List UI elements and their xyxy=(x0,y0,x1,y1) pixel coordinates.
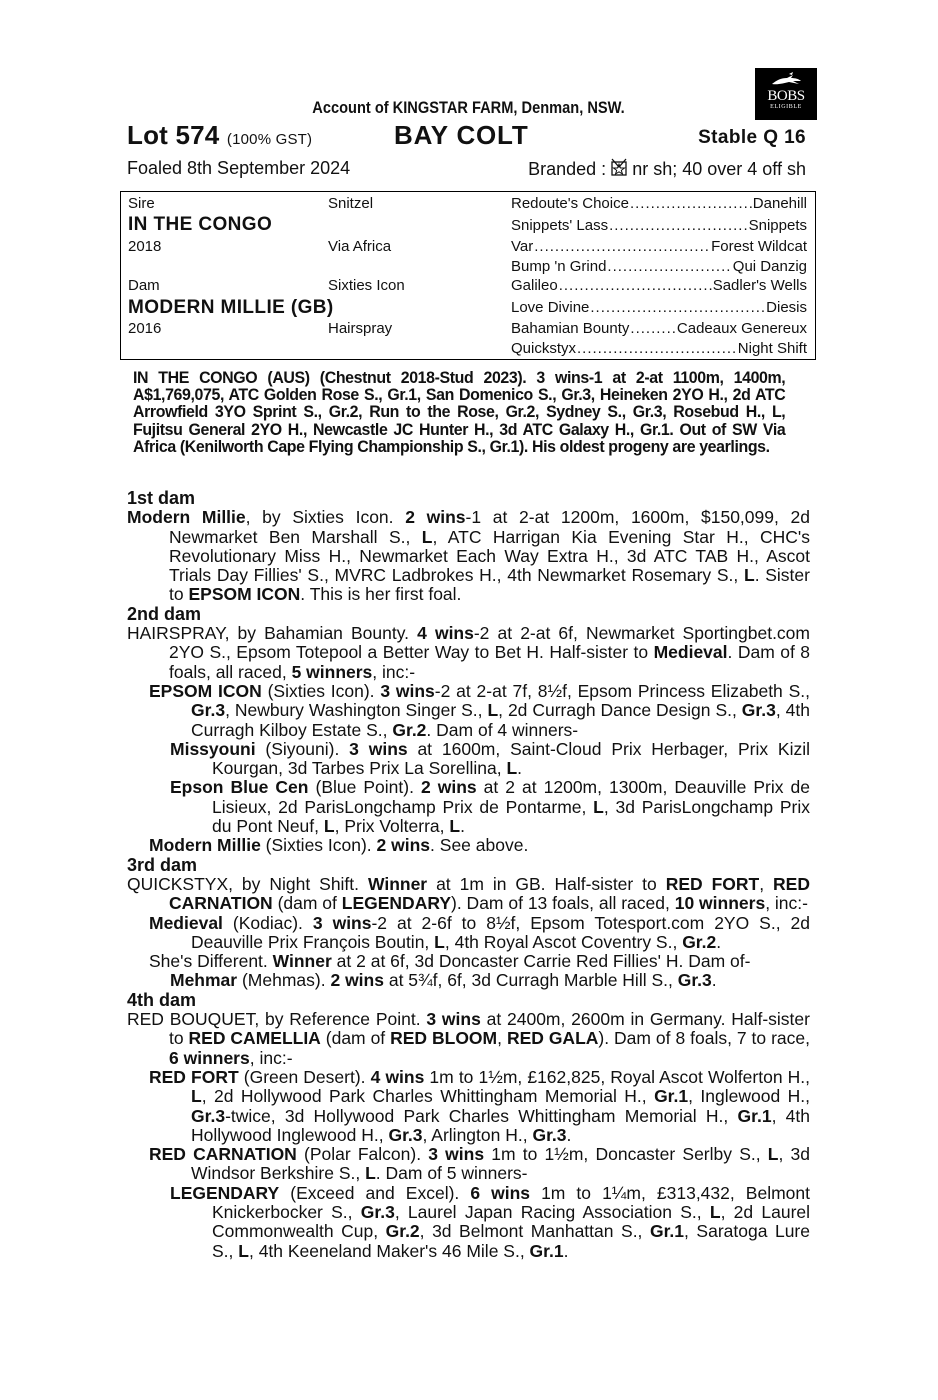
section-entries xyxy=(127,624,810,856)
gen3-row xyxy=(511,238,807,255)
lot-label: Lot 574 xyxy=(127,120,220,150)
leader-dots xyxy=(559,277,712,294)
family-entry: HAIRSPRAY, by Bahamian Bounty. 4 wins-2 at 2-at 6f, Newmarket Sportingbet.com 2YO S., Epsom Totepool a Better Way to Bet H. Half-sister to Medieval. Dam of 8 foals, all raced, 5 winners, inc:- xyxy=(127,623,810,682)
gen3-sire: Danehill xyxy=(752,195,807,212)
female-family xyxy=(127,489,810,1261)
lot-number xyxy=(127,120,312,151)
dam-sire: Sixties Icon xyxy=(328,277,405,294)
sire-sire: Snitzel xyxy=(328,195,374,212)
gen3-horse: Bahamian Bounty xyxy=(511,320,630,337)
gen3-sire: Diesis xyxy=(766,299,807,316)
gen3-sire: Forest Wildcat xyxy=(711,238,807,255)
leader-dots xyxy=(607,258,731,275)
gen3-horse: Redoute's Choice xyxy=(511,195,629,212)
gen3-sire: Sadler's Wells xyxy=(712,277,807,294)
leader-dots xyxy=(590,299,765,316)
gen3-row xyxy=(511,320,807,337)
family-entry: Medieval (Kodiac). 3 wins-2 at 2-6f to 8½f, Epsom Totesport.com 2YO S., 2d Deauville Prix François Boutin, L, 4th Royal Ascot Coventry S., Gr.2. xyxy=(149,912,810,952)
family-entry: QUICKSTYX, by Night Shift. Winner at 1m in GB. Half-sister to RED FORT, RED CARNATION (dam of LEGENDARY). Dam of 13 foals, all raced, 10 winners, inc:- xyxy=(127,873,810,914)
family-entry: LEGENDARY (Exceed and Excel). 6 wins 1m to 1¼m, £313,432, Belmont Knickerbocker S., Gr.3, Laurel Japan Racing Association S., L, 2d Laurel Commonwealth Cup, Gr.2, 3d Belmont Manhattan S., Gr.1, Saratoga Lure S., L, 4th Keeneland Maker's 46 Mile S., Gr.1. xyxy=(170,1182,811,1261)
section-entries xyxy=(127,508,810,604)
horse-head-icon xyxy=(769,72,803,88)
section-title: 1st dam xyxy=(127,488,196,508)
gen3-row xyxy=(511,299,807,316)
dam-label: Dam xyxy=(128,277,160,294)
dam-dam: Hairspray xyxy=(328,320,393,337)
family-entry: Modern Millie (Sixties Icon). 2 wins. See above. xyxy=(149,835,529,856)
gen3-sire: Qui Danzig xyxy=(732,258,807,275)
lot-header xyxy=(127,120,810,152)
family-entry: EPSOM ICON (Sixties Icon). 3 wins-2 at 2-at 7f, 8½f, Epsom Princess Elizabeth S., Gr.3, Newbury Washington Singer S., L, 2d Curragh Dance Design S., Gr.3, 4th Curragh Kilboy Estate S., Gr.2. Dam of 4 winners- xyxy=(149,680,810,740)
section-3rd-dam xyxy=(127,856,810,991)
stable-location: Stable Q 16 xyxy=(698,127,806,148)
gst-note: (100% GST) xyxy=(226,131,313,148)
gen3-horse: Love Divine xyxy=(511,299,590,316)
gen3-horse: Bump 'n Grind xyxy=(511,258,607,275)
family-entry: RED CARNATION (Polar Falcon). 3 wins 1m to 1½m, Doncaster Serlby S., L, 3d Windsor Berkshire S., L. Dam of 5 winners- xyxy=(149,1144,810,1184)
sire-year: 2018 xyxy=(128,238,162,255)
family-entry: She's Different. Winner at 2 at 6f, 3d Doncaster Carrie Red Fillies' H. Dam of- xyxy=(149,951,751,972)
leader-dots xyxy=(630,320,675,337)
foaled-date: Foaled 8th September 2024 xyxy=(127,158,351,178)
gen3-row xyxy=(511,277,807,294)
family-entry: Modern Millie, by Sixties Icon. 2 wins-1 at 2-at 1200m, 1600m, $150,099, 2d Newmarket Ben Marshall S., L, ATC Harrigan Kia Evening Star H., CHC's Revolutionary Miss H., Newmarket Each Way Extra H., 3d ATC TAB H., Ascot Trials Day Fillies' S., MVRC Ladbrokes H., 4th Newmarket Rosemary S., L. Sister to EPSOM ICON. This is her first foal. xyxy=(127,507,811,605)
brand-mark-icon xyxy=(611,158,627,181)
section-2nd-dam xyxy=(127,605,810,856)
sire-dam: Via Africa xyxy=(328,238,392,255)
logo-text: BOBS xyxy=(767,88,805,104)
leader-dots xyxy=(609,217,748,234)
family-entry: Mehmar (Mehmas). 2 wins at 5¾f, 6f, 3d Curragh Marble Hill S., Gr.3. xyxy=(170,970,717,991)
gen3-horse: Var xyxy=(511,238,534,255)
gen3-sire: Snippets xyxy=(748,217,807,234)
section-entries xyxy=(127,875,810,991)
section-title: 3rd dam xyxy=(127,854,198,875)
dam-name: MODERN MILLIE (GB) xyxy=(128,297,334,318)
bobs-eligible-logo xyxy=(755,68,817,120)
gen3-sire: Cadeaux Genereux xyxy=(676,320,807,337)
gen3-row xyxy=(511,217,807,234)
sire-name: IN THE CONGO xyxy=(128,214,273,235)
dam-year: 2016 xyxy=(128,320,162,337)
family-entry: RED FORT (Green Desert). 4 wins 1m to 1½m, £162,825, Royal Ascot Wolferton H., L, 2d Hollywood Park Charles Whittingham Memorial H., Gr.1, Inglewood H., Gr.3-twice, 3d Hollywood Park Charles Whittingham Memorial H., Gr.1, 4th Hollywood Inglewood H., Gr.3, Arlington H., Gr.3. xyxy=(149,1066,810,1145)
family-entry: RED BOUQUET, by Reference Point. 3 wins at 2400m, 2600m in Germany. Half-sister to RED CAMELLIA (dam of RED BLOOM, RED GALA). Dam of 8 foals, 7 to race, 6 winners, inc:- xyxy=(127,1009,810,1068)
sire-summary: IN THE CONGO (AUS) (Chestnut 2018-Stud 2023). 3 wins-1 at 2-at 1100m, 1400m, A$1,769,075, ATC Golden Rose S., Gr.1, San Domenico S., Gr.3, Heineken 2YO H., 2d ATC Arrowfield 3YO Sprint S., Gr.2, Run to the Rose, Gr.2, Sydney S., Gr.3, Rosebud H., L, Fujitsu General 2YO H., Newcastle JC Hunter H., 3d ATC Galaxy H., Gr.1. Out of SW Via Africa (Kenilworth Cape Flying Championship S., Gr.1). His oldest progeny are yearlings. xyxy=(133,369,786,456)
section-title: 2nd dam xyxy=(127,603,202,624)
sire-label: Sire xyxy=(128,195,155,212)
leader-dots xyxy=(630,195,752,212)
branded-label: Branded : xyxy=(528,159,607,179)
section-4th-dam xyxy=(127,991,810,1261)
family-entry: Epson Blue Cen (Blue Point). 2 wins at 2 at 1200m, 1300m, Deauville Prix de Lisieux, 2d ParisLongchamp Prix de Pontarme, L, 3d ParisLongchamp Prix du Pont Neuf, L, Prix Volterra, L. xyxy=(170,777,810,837)
section-entries xyxy=(127,1010,810,1261)
family-entry: Missyouni (Siyouni). 3 wins at 1600m, Saint-Cloud Prix Herbager, Prix Kizil Kourgan, 3d Tarbes Prix La Sorellina, L. xyxy=(170,738,811,779)
leader-dots xyxy=(577,340,737,357)
vendor-account: Account of KINGSTAR FARM, Denman, NSW. xyxy=(312,98,625,117)
brand-description: nr sh; 40 over 4 off sh xyxy=(632,159,806,179)
gen3-row xyxy=(511,195,807,212)
gen3-horse: Quickstyx xyxy=(511,340,577,357)
pedigree-table xyxy=(120,191,816,360)
sex-color: BAY COLT xyxy=(394,120,529,150)
gen3-row xyxy=(511,340,807,357)
gen3-sire: Night Shift xyxy=(737,340,807,357)
leader-dots xyxy=(534,238,710,255)
section-1st-dam xyxy=(127,489,810,605)
gen3-horse: Snippets' Lass xyxy=(511,217,609,234)
gen3-horse: Galileo xyxy=(511,277,558,294)
gen3-row xyxy=(511,258,807,275)
branded-info xyxy=(528,158,806,181)
section-title: 4th dam xyxy=(127,989,197,1010)
logo-subtext: ELIGIBLE xyxy=(770,104,802,110)
